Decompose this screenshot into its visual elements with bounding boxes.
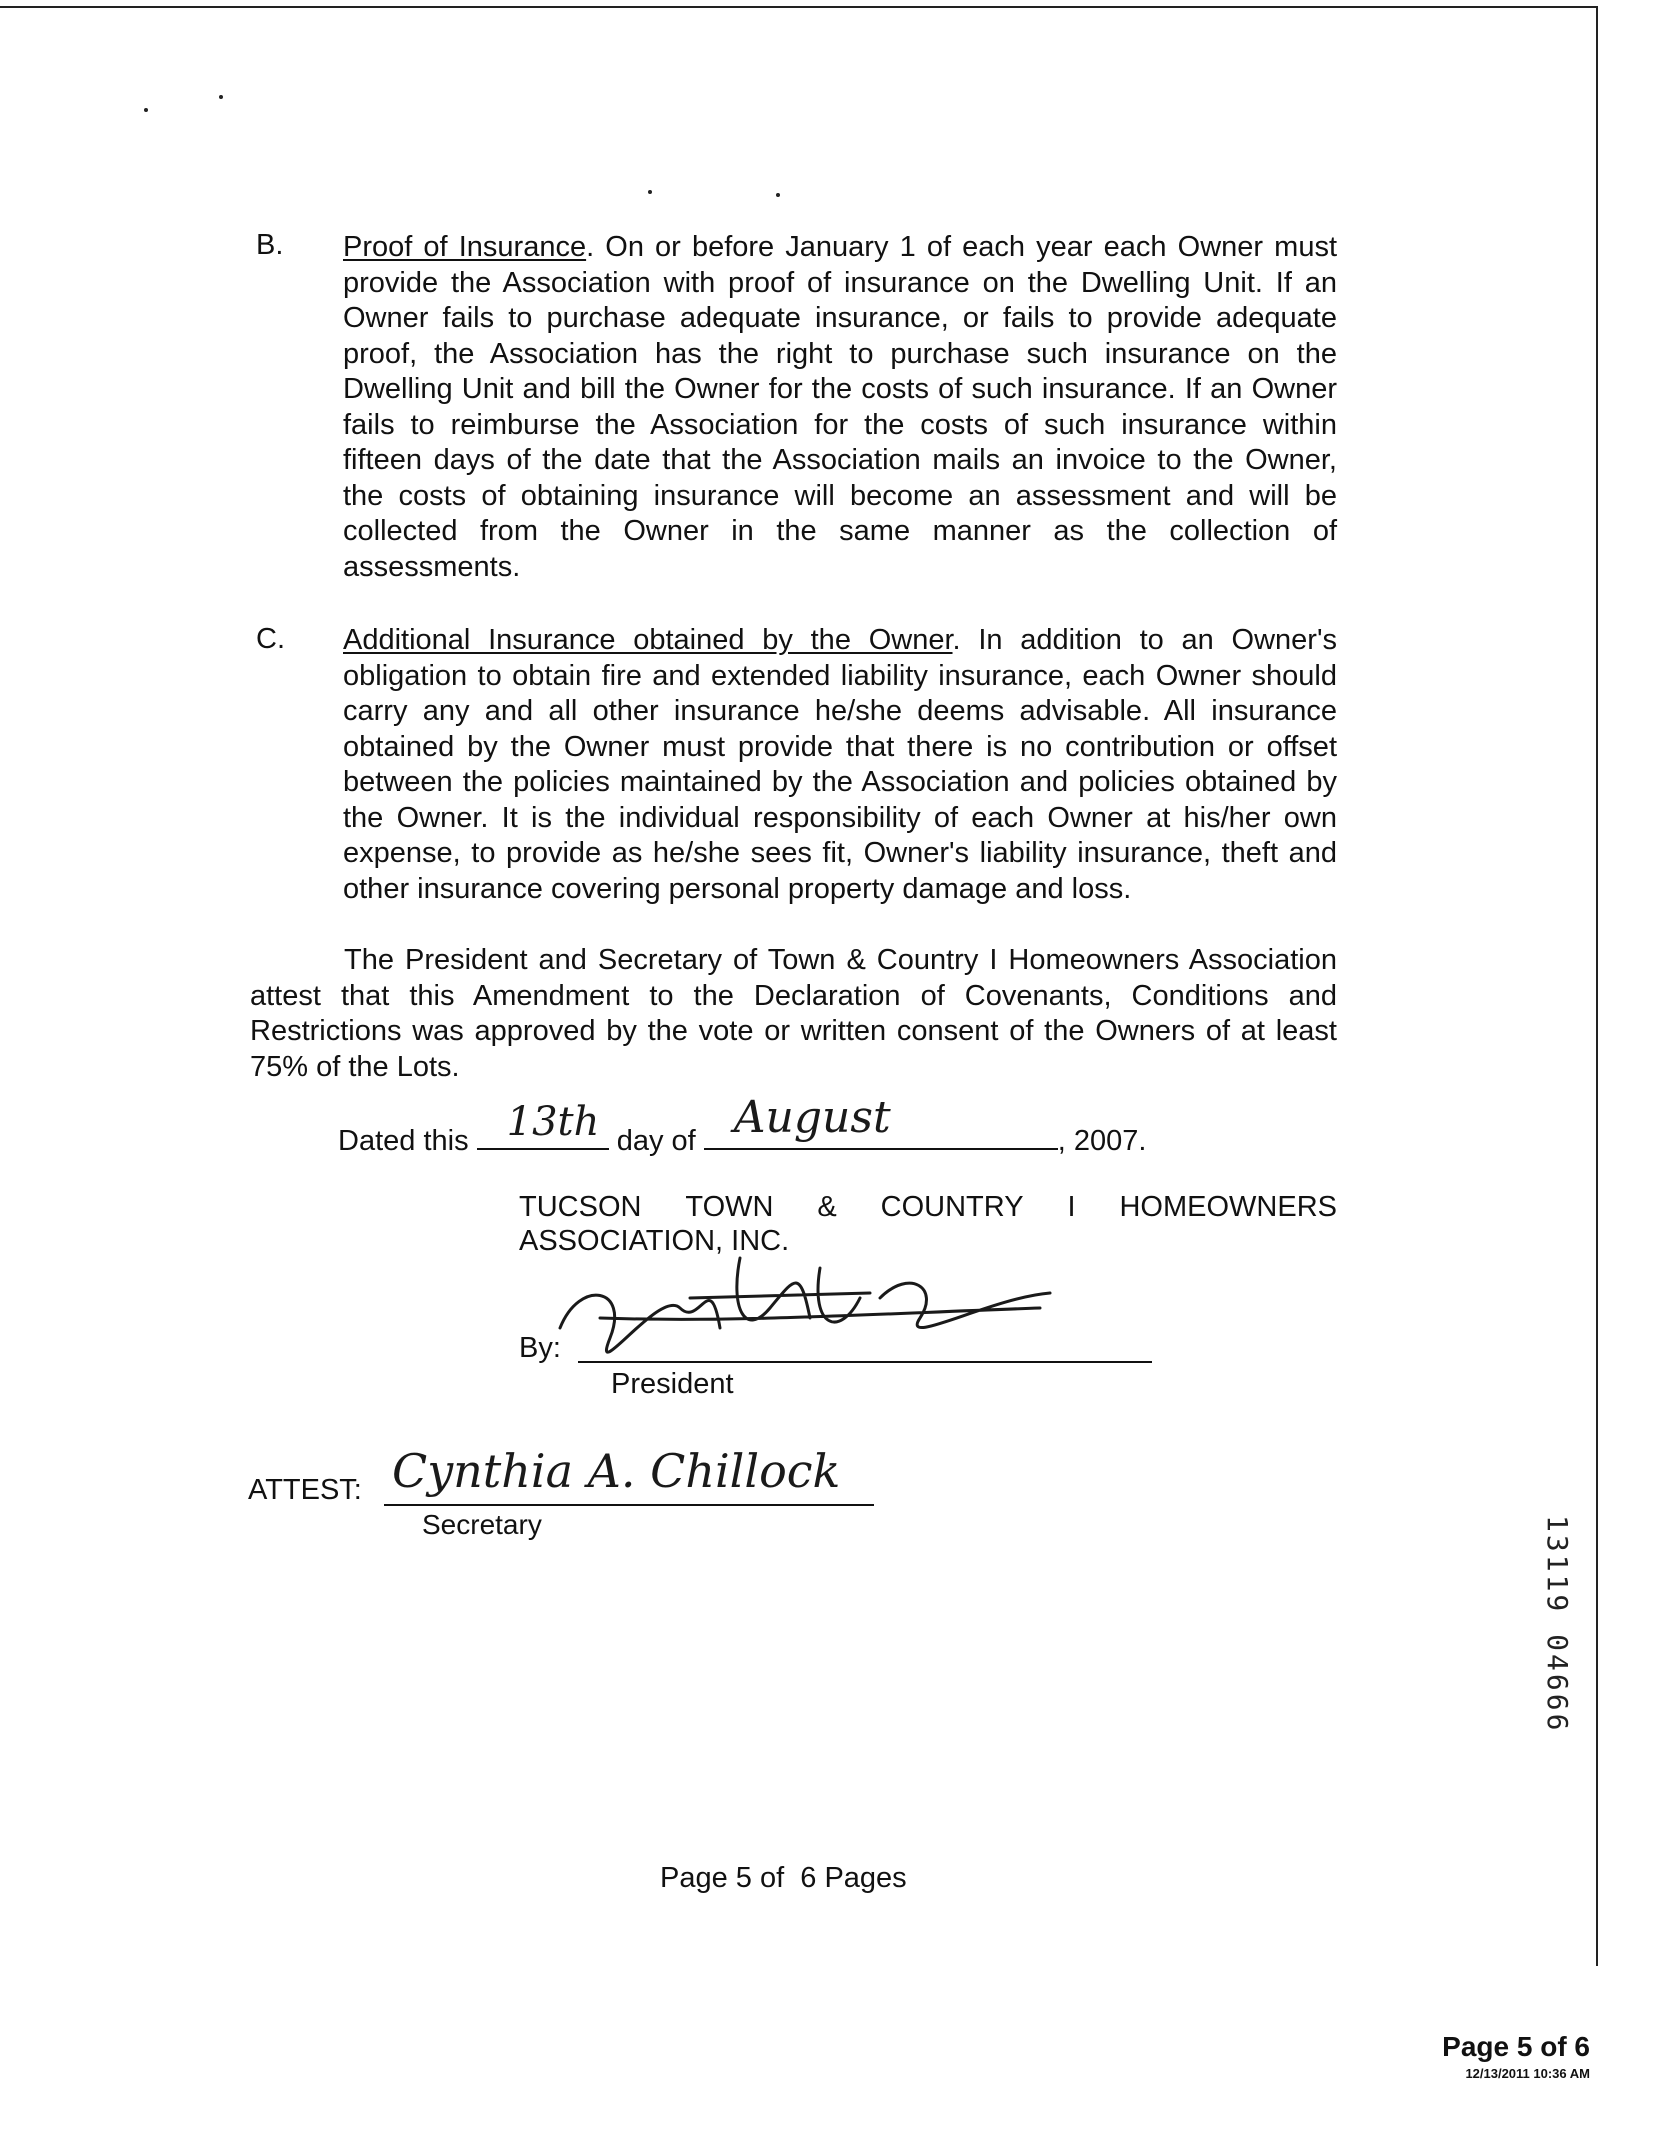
attestation-paragraph: The President and Secretary of Town & Country I Homeowners Association attest that this Amendment to the Declaration of Covenants, Conditions and Restrictions was approved by the vote or written consent of the Owners of at least 75% of the Lots.	[250, 944, 1337, 1083]
secretary-signature-line	[384, 1504, 874, 1506]
section-c-paragraph	[343, 623, 1337, 907]
dated-middle: day of	[616, 1125, 696, 1157]
association-word: COUNTRY	[880, 1191, 1024, 1223]
association-word: TUCSON	[519, 1191, 642, 1223]
page-border-top	[0, 6, 1598, 8]
association-line-2: ASSOCIATION, INC.	[519, 1225, 790, 1257]
association-word: TOWN	[685, 1191, 774, 1223]
section-c-heading: Additional Insurance obtained by the Owner	[343, 624, 953, 656]
month-handwritten: August	[733, 1092, 891, 1143]
section-c-letter: C.	[256, 623, 285, 655]
dated-year: , 2007.	[1057, 1125, 1147, 1157]
scan-speck	[776, 193, 780, 197]
secretary-signature-handwritten: Cynthia A. Chillock	[392, 1444, 841, 1498]
section-b-letter: B.	[256, 229, 284, 261]
association-word: HOMEOWNERS	[1119, 1191, 1337, 1223]
secretary-label: Secretary	[422, 1509, 542, 1540]
page-number-corner: Page 5 of 6	[1442, 2031, 1590, 2062]
page-number-center: Page 5 of 6 Pages	[660, 1862, 907, 1894]
section-c-body: . In addition to an Owner's obligation to obtain fire and extended liability insurance, each Owner should carry any and all other insurance he/she deems advisable. All insurance obtained by the Owner must provide that there is no contribution or offset between the policies maintained by the Association and policies obtained by the Owner. It is the individual responsibility of each Owner at his/her own expense, to provide as he/she sees fit, Owner's liability insurance, theft and other insurance covering personal property damage and loss.	[343, 624, 1337, 905]
scan-speck	[144, 108, 148, 112]
president-label: President	[611, 1368, 734, 1400]
association-line-1	[519, 1190, 1337, 1224]
dated-line	[338, 1092, 1147, 1159]
recording-number-stamp: 13119 04666	[1541, 1515, 1574, 1734]
association-word: &	[817, 1191, 837, 1223]
page-border-right	[1596, 6, 1598, 1966]
section-b-heading: Proof of Insurance	[343, 231, 587, 263]
section-b-body: . On or before January 1 of each year each Owner must provide the Association with proof of insurance on the Dwelling Unit. If an Owner fails to purchase adequate insurance, or fails to provide adequate proof, the Association has the right to purchase such insurance on the Dwelling Unit and bill the Owner for the costs of such insurance. If an Owner fails to reimburse the Association for the costs of such insurance within fifteen days of the date that the Association mails an invoice to the Owner, the costs of obtaining insurance will become an assessment and will be collected from the Owner in the same manner as the collection of assessments.	[343, 231, 1337, 583]
president-signature	[540, 1248, 1060, 1368]
day-handwritten: 13th	[506, 1099, 600, 1145]
section-b-paragraph	[343, 230, 1337, 585]
scan-speck	[648, 190, 652, 194]
attest-label: ATTEST:	[248, 1474, 362, 1506]
by-label: By:	[519, 1332, 561, 1364]
dated-prefix: Dated this	[338, 1125, 469, 1157]
president-signature-line	[578, 1361, 1152, 1363]
day-fill-line	[477, 1099, 609, 1150]
scan-speck	[219, 95, 223, 99]
association-word: I	[1067, 1191, 1076, 1223]
month-fill-line	[704, 1092, 1058, 1150]
print-timestamp: 12/13/2011 10:36 AM	[1465, 2066, 1590, 2081]
